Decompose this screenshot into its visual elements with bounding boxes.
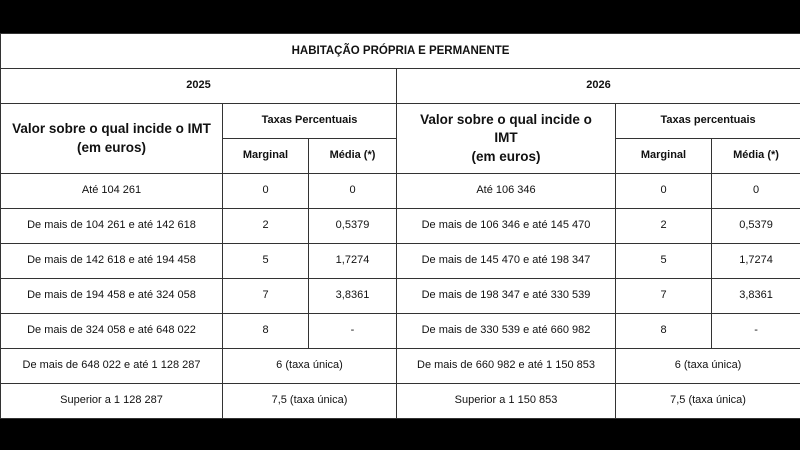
value-header-2026-line3: (em euros) xyxy=(471,148,541,164)
table-row xyxy=(1,174,800,209)
media-2025: 0 xyxy=(309,174,397,209)
value-2025: De mais de 104 261 e até 142 618 xyxy=(1,209,223,244)
media-2026: 3,8361 xyxy=(712,279,800,314)
table-row xyxy=(1,384,800,419)
imt-table-container xyxy=(0,33,800,418)
table-row xyxy=(1,244,800,279)
marginal-header-2026: Marginal xyxy=(616,139,712,174)
media-2026: - xyxy=(712,314,800,349)
table-row xyxy=(1,279,800,314)
marginal-header-2025: Marginal xyxy=(223,139,309,174)
table-title: HABITAÇÃO PRÓPRIA E PERMANENTE xyxy=(1,34,800,69)
value-2025: Até 104 261 xyxy=(1,174,223,209)
table-row xyxy=(1,349,800,384)
value-2025: Superior a 1 128 287 xyxy=(1,384,223,419)
marginal-2026: 2 xyxy=(616,209,712,244)
marginal-2026: 7 xyxy=(616,279,712,314)
single-rate-2025: 7,5 (taxa única) xyxy=(223,384,397,419)
value-header-2026 xyxy=(397,104,616,174)
value-2025: De mais de 142 618 e até 194 458 xyxy=(1,244,223,279)
media-2025: - xyxy=(309,314,397,349)
media-header-2026: Média (*) xyxy=(712,139,800,174)
value-2026: De mais de 330 539 e até 660 982 xyxy=(397,314,616,349)
value-2025: De mais de 324 058 e até 648 022 xyxy=(1,314,223,349)
value-2025: De mais de 648 022 e até 1 128 287 xyxy=(1,349,223,384)
marginal-2025: 0 xyxy=(223,174,309,209)
media-2025: 0,5379 xyxy=(309,209,397,244)
imt-rates-table xyxy=(0,33,800,419)
marginal-2025: 8 xyxy=(223,314,309,349)
media-2025: 1,7274 xyxy=(309,244,397,279)
marginal-2026: 8 xyxy=(616,314,712,349)
value-header-2026-line1: Valor sobre o qual incide o xyxy=(420,112,592,128)
single-rate-2025: 6 (taxa única) xyxy=(223,349,397,384)
value-2026: Superior a 1 150 853 xyxy=(397,384,616,419)
rates-header-2025: Taxas Percentuais xyxy=(223,104,397,139)
value-2026: Até 106 346 xyxy=(397,174,616,209)
marginal-2025: 7 xyxy=(223,279,309,314)
media-2026: 1,7274 xyxy=(712,244,800,279)
media-2025: 3,8361 xyxy=(309,279,397,314)
year-2026-header: 2026 xyxy=(397,69,800,104)
year-2025-header: 2025 xyxy=(1,69,397,104)
value-header-2025-line2: (em euros) xyxy=(76,139,147,155)
marginal-2026: 5 xyxy=(616,244,712,279)
marginal-2025: 2 xyxy=(223,209,309,244)
single-rate-2026: 7,5 (taxa única) xyxy=(616,384,800,419)
marginal-2025: 5 xyxy=(223,244,309,279)
value-2026: De mais de 198 347 e até 330 539 xyxy=(397,279,616,314)
value-2026: De mais de 145 470 e até 198 347 xyxy=(397,244,616,279)
value-2026: De mais de 660 982 e até 1 150 853 xyxy=(397,349,616,384)
marginal-2026: 0 xyxy=(616,174,712,209)
table-row xyxy=(1,314,800,349)
table-row xyxy=(1,209,800,244)
value-2026: De mais de 106 346 e até 145 470 xyxy=(397,209,616,244)
rates-header-2026: Taxas percentuais xyxy=(616,104,800,139)
value-2025: De mais de 194 458 e até 324 058 xyxy=(1,279,223,314)
media-header-2025: Média (*) xyxy=(309,139,397,174)
single-rate-2026: 6 (taxa única) xyxy=(616,349,800,384)
media-2026: 0,5379 xyxy=(712,209,800,244)
value-header-2025 xyxy=(1,104,223,174)
media-2026: 0 xyxy=(712,174,800,209)
value-header-2025-line1: Valor sobre o qual incide o IMT xyxy=(12,121,211,137)
value-header-2026-line2: IMT xyxy=(494,130,518,146)
